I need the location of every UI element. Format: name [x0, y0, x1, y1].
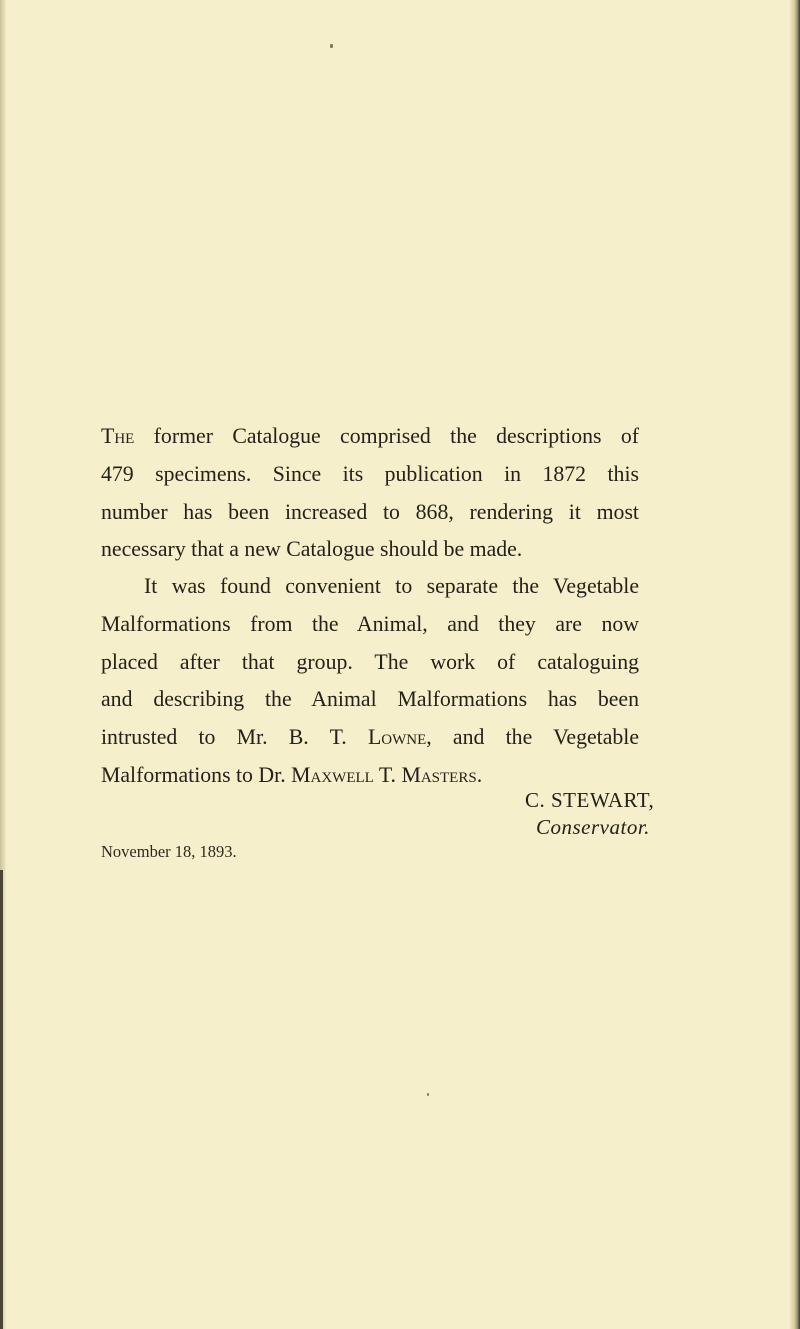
paragraph-1-line-3: number has been increased to 868, rendering it most: [101, 499, 639, 524]
paper-speck: [427, 1093, 429, 1096]
lead-word: The: [101, 424, 135, 448]
paragraph-malformations: [101, 568, 639, 795]
line-text: .: [476, 762, 483, 787]
paragraph-catalogue-history: [101, 418, 639, 569]
page-left-binding-shadow: [0, 870, 3, 1329]
paragraph-2-line-1: It was found convenient to separate the Vegetable: [144, 574, 639, 598]
line-text: former Catalogue comprised the descriptions of: [153, 424, 639, 448]
paragraph-2-line-5: [101, 719, 639, 757]
paragraph-1-line-4: necessary that a new Catalogue should be made.: [101, 537, 523, 562]
line-text: , and the Vegetable: [426, 725, 640, 750]
document-date: November 18, 1893.: [101, 842, 237, 861]
line-text: Malformations to Dr.: [101, 762, 286, 787]
paragraph-1-line-2: 479 specimens. Since its publication in 1872 this: [101, 461, 639, 486]
paragraph-2-line-4: and describing the Animal Malformations has been: [101, 687, 639, 712]
person-name-masters: Maxwell T. Masters: [291, 762, 477, 787]
signature-name: C. STEWART,: [525, 788, 655, 812]
paragraph-2-line-2: Malformations from the Animal, and they are now: [101, 611, 639, 636]
page-right-edge-shadow: [790, 0, 800, 1329]
paragraph-1-line-1: [101, 418, 639, 456]
person-name-lowne: Lowne: [367, 725, 427, 750]
line-text: intrusted to Mr. B. T.: [101, 725, 347, 750]
paper-speck: [330, 44, 333, 48]
signature-title: Conservator.: [536, 815, 650, 839]
paragraph-2-line-3: placed after that group. The work of cataloguing: [101, 649, 639, 674]
